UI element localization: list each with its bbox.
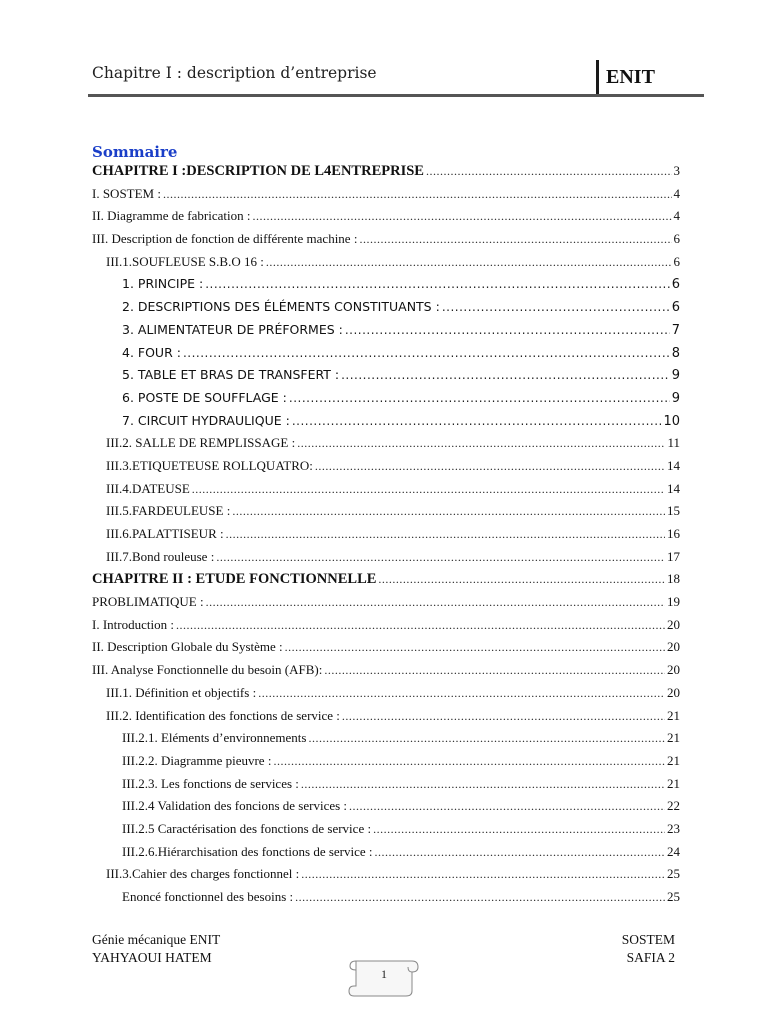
toc-dot-leader: [205, 277, 670, 291]
toc-entry-label: PROBLIMATIQUE :: [92, 594, 204, 610]
toc-entry-label: III. Description de fonction de différente machine :: [92, 231, 358, 247]
toc-dot-leader: [285, 640, 665, 655]
toc-entry-label: CHAPITRE I :DESCRIPTION DE L4ENTREPRISE: [92, 163, 424, 179]
toc-entry-label: 1. PRINCIPE :: [122, 276, 204, 292]
toc-entry[interactable]: [92, 390, 680, 413]
toc-entry-page: 20: [667, 639, 680, 655]
toc-entry[interactable]: [92, 299, 680, 322]
toc-entry-page: 25: [667, 866, 680, 882]
toc-dot-leader: [226, 527, 665, 542]
toc-entry-page: 23: [667, 820, 680, 836]
toc-entry[interactable]: [92, 685, 680, 708]
toc-entry-page: 21: [667, 752, 680, 768]
toc-entry-label: I. SOSTEM :: [92, 185, 161, 201]
toc-entry[interactable]: [92, 276, 680, 299]
toc-dot-leader: [345, 323, 670, 337]
toc-dot-leader: [258, 686, 665, 701]
header-rule: [88, 94, 704, 97]
toc-entry[interactable]: [92, 322, 680, 345]
toc-entry[interactable]: [92, 889, 680, 912]
toc-entry-page: 14: [667, 457, 680, 473]
toc-entry-label: III. Analyse Fonctionnelle du besoin (AFB):: [92, 662, 323, 678]
toc-dot-leader: [375, 845, 665, 860]
toc-entry-label: 6. POSTE DE SOUFFLAGE :: [122, 389, 287, 405]
toc-dot-leader: [297, 436, 665, 451]
toc-dot-leader: [252, 209, 671, 224]
toc-entry-label: III.2. SALLE DE REMPLISSAGE :: [106, 435, 296, 451]
toc-entry[interactable]: [92, 163, 680, 186]
toc-entry-page: 16: [667, 526, 680, 541]
toc-dot-leader: [273, 754, 665, 769]
toc-entry[interactable]: [92, 435, 680, 458]
toc-entry-label: 7. CIRCUIT HYDRAULIQUE :: [122, 412, 290, 428]
toc-entry[interactable]: [92, 549, 680, 572]
toc-dot-leader: [216, 550, 665, 565]
toc-dot-leader: [378, 572, 665, 587]
toc-entry-page: 7: [671, 322, 680, 338]
toc-entry[interactable]: [92, 571, 680, 594]
toc-entry-label: III.2.5 Caractérisation des fonctions de service :: [122, 820, 372, 836]
toc-entry-label: III.5.FARDEULEUSE :: [106, 503, 231, 519]
toc-entry-page: 21: [667, 775, 680, 791]
page-number: 1: [381, 967, 387, 981]
toc-entry-page: 14: [667, 480, 680, 496]
toc-entry-page: 6: [671, 277, 680, 293]
toc-entry-label: 5. TABLE ET BRAS DE TRANSFERT :: [122, 367, 340, 383]
toc-entry-page: 19: [667, 594, 680, 610]
toc-dot-leader: [301, 867, 665, 882]
toc-dot-leader: [308, 731, 665, 746]
toc-entry[interactable]: [92, 458, 680, 481]
toc-entry[interactable]: [92, 708, 680, 731]
toc-entry-label: III.2.4 Validation des foncions de services :: [122, 798, 348, 814]
toc-dot-leader: [206, 595, 665, 610]
toc-entry-page: 6: [673, 231, 680, 247]
toc-dot-leader: [266, 255, 672, 270]
toc-entry-page: 6: [673, 253, 680, 269]
footer-site: SAFIA 2: [626, 950, 675, 965]
toc-entry-label: III.2.6.Hiérarchisation des fonctions de service :: [122, 843, 373, 859]
toc-entry-page: 3: [673, 163, 680, 178]
toc-entry[interactable]: [92, 413, 680, 436]
toc-dot-leader: [192, 482, 665, 497]
toc-entry-page: 22: [667, 798, 680, 814]
toc-dot-leader: [232, 504, 665, 519]
toc-entry-label: III.1. Définition et objectifs :: [106, 684, 257, 700]
toc-entry-page: 21: [667, 707, 680, 723]
toc-dot-leader: [426, 164, 672, 179]
toc-dot-leader: [292, 414, 662, 428]
toc-entry[interactable]: [92, 594, 680, 617]
toc-entry-page: 21: [667, 730, 680, 746]
toc-entry-label: II. Description Globale du Système :: [92, 639, 283, 655]
toc-entry-label: II. Diagramme de fabrication :: [92, 208, 251, 224]
toc-entry-label: III.2.3. Les fonctions de services :: [122, 775, 299, 791]
toc-entry[interactable]: [92, 753, 680, 776]
page-header-title: Chapitre I : description d’entreprise: [92, 64, 377, 82]
toc-entry-label: 4. FOUR :: [122, 344, 181, 360]
toc-entry[interactable]: [92, 503, 680, 526]
toc-entry[interactable]: [92, 208, 680, 231]
footer-right: [622, 931, 675, 967]
toc-entry[interactable]: [92, 798, 680, 821]
toc-entry[interactable]: [92, 639, 680, 662]
toc-dot-leader: [183, 346, 670, 360]
toc-entry-page: 24: [667, 843, 680, 859]
toc-entry-page: 9: [671, 368, 680, 384]
header-divider: [596, 60, 599, 95]
toc-entry[interactable]: [92, 254, 680, 277]
toc-entry[interactable]: [92, 231, 680, 254]
toc-dot-leader: [349, 799, 665, 814]
toc-entry[interactable]: [92, 526, 680, 549]
toc-entry-label: III.2.2. Diagramme pieuvre :: [122, 752, 272, 768]
toc-entry-label: 2. DESCRIPTIONS DES ÉLÉMENTS CONSTITUANTS :: [122, 299, 440, 315]
toc-dot-leader: [342, 709, 665, 724]
footer-author: YAHYAOUI HATEM: [92, 950, 212, 965]
toc-entry[interactable]: [92, 776, 680, 799]
footer-company: SOSTEM: [621, 932, 675, 947]
toc-dot-leader: [289, 391, 670, 405]
toc-dot-leader: [341, 368, 670, 382]
toc-entry-page: 15: [667, 503, 680, 519]
toc-entry-label: CHAPITRE II : ETUDE FONCTIONNELLE: [92, 571, 377, 588]
toc-dot-leader: [359, 232, 671, 247]
toc-dot-leader: [176, 618, 665, 633]
toc-entry-page: 10: [663, 413, 680, 429]
toc-entry-page: 4: [673, 185, 680, 201]
toc-entry[interactable]: [92, 821, 680, 844]
toc-entry[interactable]: [92, 730, 680, 753]
toc-entry[interactable]: [92, 481, 680, 504]
toc-dot-leader: [163, 187, 672, 202]
toc-entry-label: I. Introduction :: [92, 616, 174, 632]
toc-entry-label: III.3.Cahier des charges fonctionnel :: [106, 866, 300, 882]
footer-department: Génie mécanique ENIT: [92, 932, 221, 947]
toc-entry-label: III.3.ETIQUETEUSE ROLLQUATRO:: [106, 457, 313, 473]
toc-dot-leader: [295, 890, 665, 905]
footer-left: [92, 931, 220, 967]
toc-entry-label: Enoncé fonctionnel des besoins :: [122, 889, 294, 904]
toc-entry-page: 6: [671, 300, 680, 316]
toc-entry-label: III.2.1. Eléments d’environnements: [122, 730, 307, 746]
toc-entry-page: 20: [667, 662, 680, 678]
toc-entry-page: 9: [671, 390, 680, 406]
toc-dot-leader: [373, 822, 665, 837]
toc-entry-label: III.7.Bond rouleuse :: [106, 548, 215, 564]
toc-entry[interactable]: [92, 866, 680, 889]
toc-entry[interactable]: [92, 617, 680, 640]
toc-entry-page: 25: [667, 889, 680, 904]
toc-entry-label: III.4.DATEUSE: [106, 480, 190, 496]
table-of-contents: [92, 163, 680, 912]
toc-entry-label: 3. ALIMENTATEUR DE PRÉFORMES :: [122, 321, 343, 337]
toc-entry-page: 8: [671, 345, 680, 361]
toc-entry-page: 20: [667, 616, 680, 632]
toc-dot-leader: [301, 777, 665, 792]
toc-entry-label: III.1.SOUFLEUSE S.B.O 16 :: [106, 253, 264, 269]
toc-entry[interactable]: [92, 662, 680, 685]
toc-heading: Sommaire: [92, 143, 178, 161]
toc-entry-label: III.6.PALATTISEUR :: [106, 526, 224, 541]
toc-entry-page: 17: [667, 548, 680, 564]
toc-entry-page: 18: [667, 571, 680, 587]
toc-dot-leader: [315, 459, 665, 474]
toc-entry[interactable]: [92, 186, 680, 209]
toc-entry[interactable]: [92, 345, 680, 368]
toc-entry[interactable]: [92, 367, 680, 390]
header-organization: ENIT: [606, 66, 655, 88]
toc-entry-page: 4: [673, 208, 680, 224]
toc-dot-leader: [324, 663, 665, 678]
toc-dot-leader: [442, 300, 670, 314]
toc-entry-page: 11: [667, 435, 680, 451]
toc-entry-label: III.2. Identification des fonctions de service :: [106, 707, 340, 723]
toc-entry-page: 20: [667, 684, 680, 700]
toc-entry[interactable]: [92, 844, 680, 867]
